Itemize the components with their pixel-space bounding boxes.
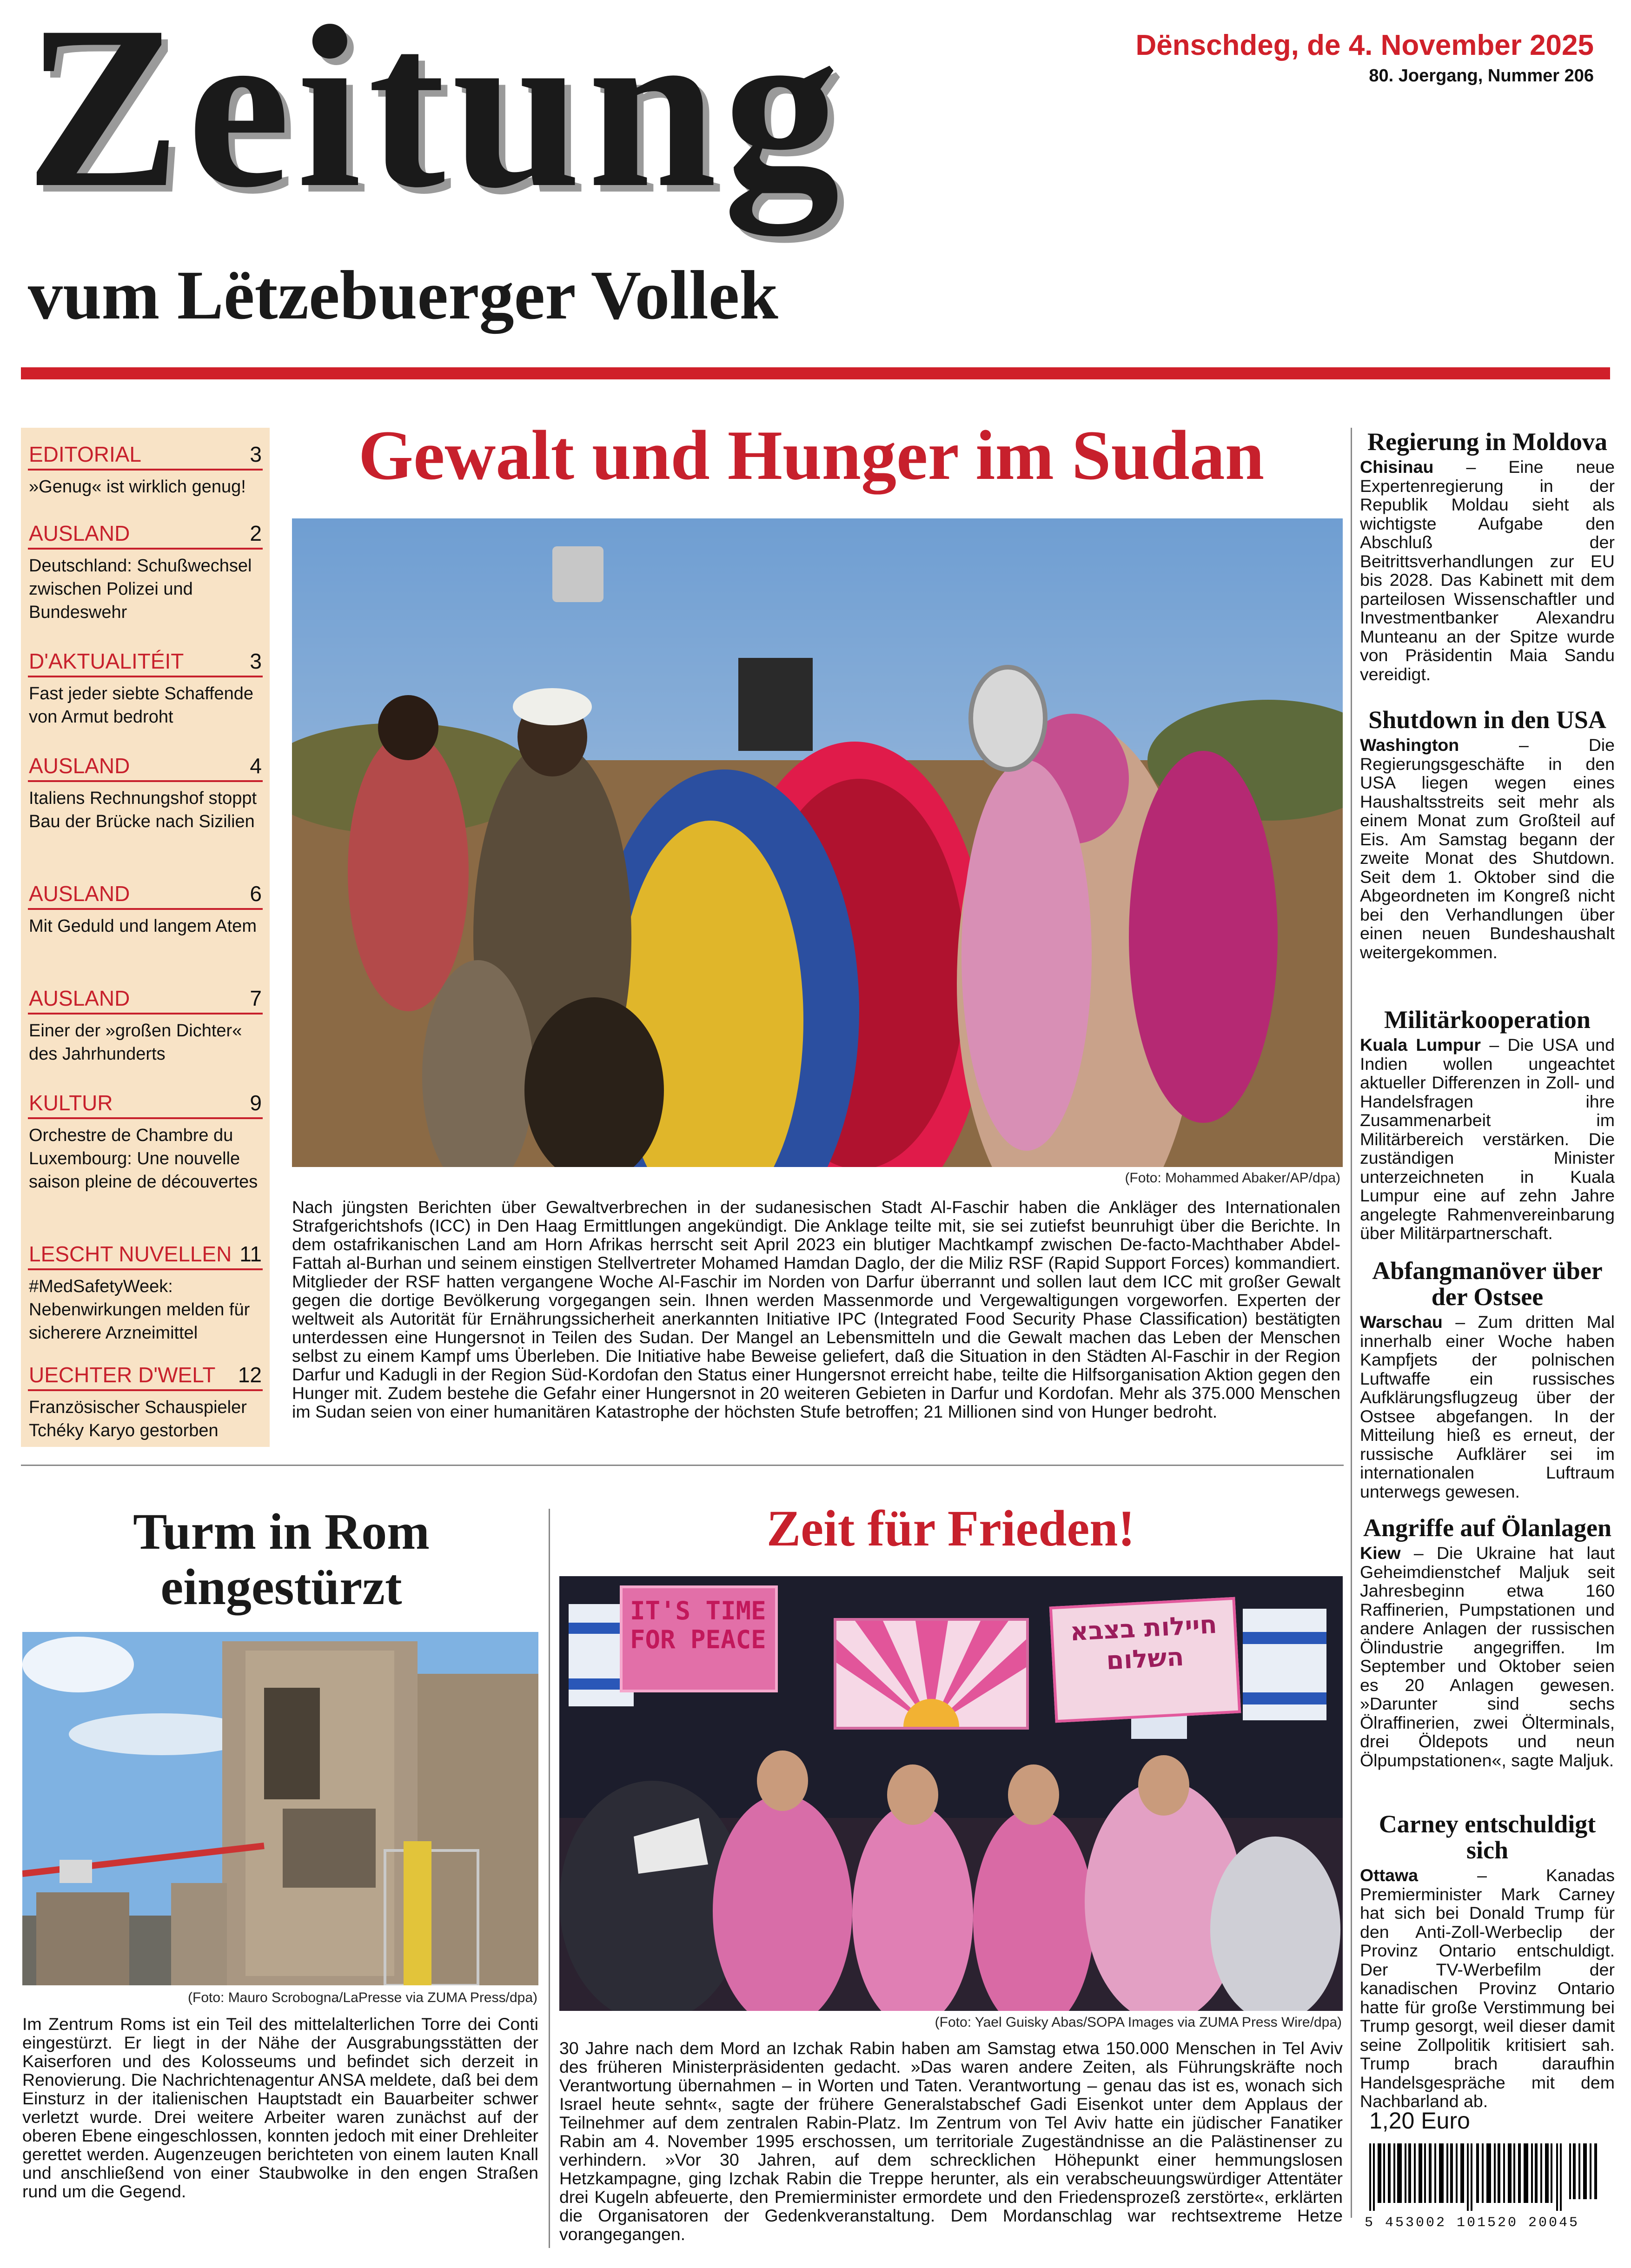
brief-body xyxy=(1360,1313,1615,1501)
peace-photo-caption: (Foto: Yael Guisky Abas/SOPA Images via ZUMA Press Wire/dpa) xyxy=(935,2015,1342,2030)
brief-dateline: Ottawa xyxy=(1360,1865,1419,1885)
index-teaser: Italiens Rechnungshof stoppt Bau der Brücke nach Sizilien xyxy=(29,789,257,831)
index-teaser: Mit Geduld und langem Atem xyxy=(29,916,257,936)
index-page: 7 xyxy=(250,986,262,1010)
index-item[interactable] xyxy=(21,1241,270,1345)
masthead-subtitle: vum Lëtzebuerger Vollek xyxy=(28,257,778,334)
barcode xyxy=(1365,2143,1606,2232)
index-page: 12 xyxy=(238,1363,262,1387)
barcode-digits: 5 453002 101520 20045 xyxy=(1365,2215,1580,2231)
index-section: UECHTER D'WELT xyxy=(29,1363,216,1387)
protest-sign-left xyxy=(620,1585,778,1692)
index-item[interactable] xyxy=(21,753,270,833)
index-section: KULTUR xyxy=(29,1091,113,1115)
index-section: AUSLAND xyxy=(29,754,130,778)
lead-body: Nach jüngsten Berichten über Gewaltverbrechen in der sudanesischen Stadt Al-Faschir haben die Ankläger des Internationalen Strafgerichtshofs (ICC) in Den Haag Ermittlungen angekündigt. Die Anklage teilte mit, sie sei zutiefst beunruhigt über die Berichte. In dem ostafrikanischen Land am Horn Afrikas herrscht seit April 2023 ein blutiger Machtkampf zwischen De-facto-Machthaber Abdel-Fattah al-Burhan und seinem einstigen Stellvertreter Mohamed Hamdan Daglo, der die Miliz RSF (Rapid Support Forces) kommandiert. Mitglieder der RSF hatten vergangene Woche Al-Faschir im Norden von Darfur überrannt und sollen laut dem ICC mit großer Gewalt gegen die dortige Bevölkerung vorgegangen sein. Ihnen werden Massenmorde und Vergewaltigungen vorgeworfen. Experten der weltweit als Autorität für Ernährungssicherheit anerkannten Initiative IPC (Integrated Food Security Phase Classification) bestätigten unterdessen eine Hungersnot in Teilen des Sudan. Der Mangel an Lebensmitteln und die Gewalt machen das Leben der Menschen selbst zu einem Kampf ums Überleben. Die Initiative habe Beweise geliefert, daß die Situation in den Städten Al-Faschir in der Region Darfur und Kadugli in der Region Süd-Kordofan den Status einer Hungersnot erreicht habe, teilte die Hilfsorganisation Aktion gegen den Hunger mit. Zudem bestehe die Gefahr einer Hungersnot in 20 weiteren Gebieten in Darfur und Kordofan. Mehr als 375.000 Menschen im Sudan seien von einer humanitären Katastrophe der höchsten Stufe betroffen; 21 Millionen sind von Hunger bedroht. xyxy=(292,1197,1340,1421)
index-item[interactable] xyxy=(21,986,270,1066)
brief-article[interactable] xyxy=(1360,1515,1615,1770)
brief-dateline: Washington xyxy=(1360,735,1459,755)
index-page: 3 xyxy=(250,442,262,466)
brief-article[interactable] xyxy=(1360,1258,1615,1501)
sign-left-text: IT'S TIME FOR PEACE xyxy=(630,1596,766,1654)
brief-dateline: Kiew xyxy=(1360,1543,1401,1563)
masthead-rule xyxy=(21,367,1610,379)
brief-article[interactable] xyxy=(1360,707,1615,962)
brief-text: – Die Ukraine hat laut Geheimdienstchef Maljuk seit Jahresbeginn etwa 160 Raffinerien, Pumpstationen und andere Anlagen der russischen Ölindustrie angegriffen. Im September und Oktober seien es 20 Anlagen gewesen. »Darunter sind sechs Ölraffinerien, zwei Ölterminals, drei Öldepots und neun Ölpumpstationen«, sagte Maljuk. xyxy=(1360,1543,1615,1770)
index-item[interactable] xyxy=(21,1362,270,1442)
index-item[interactable] xyxy=(21,521,270,624)
sign-right-text: חיילות בצבא השלום xyxy=(1069,1609,1218,1676)
brief-body xyxy=(1360,736,1615,962)
index-section: EDITORIAL xyxy=(29,442,141,466)
rome-photo-caption: (Foto: Mauro Scrobogna/LaPresse via ZUMA Press/dpa) xyxy=(188,1990,537,2005)
brief-text: – Die USA und Indien wollen ungeachtet aktueller Differenzen in Zoll- und Handelsfragen ihre Zusammenarbeit im Militärbereich verstärken. Die zuständigen Minister unterzeichneten in Kuala Lumpur eine auf zehn Jahre angelegte Rahmenvereinbarung über Militärpartnerschaft. xyxy=(1360,1035,1615,1243)
peace-photo xyxy=(559,1576,1343,2011)
index-box xyxy=(21,428,270,1447)
index-teaser: Fast jeder siebte Schaffende von Armut bedroht xyxy=(29,684,254,727)
index-page: 6 xyxy=(250,882,262,906)
index-teaser: »Genug« ist wirklich genug! xyxy=(29,477,246,497)
rome-headline: Turm in Rom eingestürzt xyxy=(133,1503,430,1615)
brief-text: – Kanadas Premierminister Mark Carney hat sich bei Donald Trump für den Anti-Zoll-Werbeclip der Provinz Ontario entschuldigt. Der TV-Werbefilm der kanadischen Provinz Ontario hatte für große Verstimmung bei Trump gesorgt, weil dieser damit seine Zollpolitik kritisiert sah. Trump brach daraufhin Handelsgespräche mit dem Nachbarland ab. xyxy=(1360,1865,1615,2111)
brief-body xyxy=(1360,1035,1615,1243)
index-item[interactable] xyxy=(21,442,270,498)
index-teaser: #MedSafetyWeek: Nebenwirkungen melden für sicherere Arzneimittel xyxy=(29,1277,250,1343)
brief-headline: Regierung in Moldova xyxy=(1367,428,1607,456)
brief-text: – Eine neue Expertenregierung in der Republik Moldau sieht als wichtigste Aufgabe den Abschluß der Beitrittsverhandlungen zur EU bis 2028. Das Kabinett mit dem parteilosen Wissenschaftler und Investmentbanker Alexandru Munteanu an der Spitze wurde von Präsidentin Maia Sandu vereidigt. xyxy=(1360,457,1615,684)
index-page: 3 xyxy=(250,649,262,673)
index-section: AUSLAND xyxy=(29,882,130,906)
brief-body xyxy=(1360,1866,1615,2111)
rome-photo xyxy=(22,1632,538,1985)
brief-article[interactable] xyxy=(1360,1811,1615,2111)
brief-text: – Zum dritten Mal innerhalb einer Woche haben Kampfjets der polnischen Luftwaffe ein russisches Aufklärungsflugzeug über der Ostsee abgefangen. In der Mitteilung hieß es erneut, der russische Aufklärer sei im internationalen Luftraum unterwegs gewesen. xyxy=(1360,1312,1615,1501)
lead-photo xyxy=(292,518,1343,1167)
masthead-title: Zeitung xyxy=(26,0,846,236)
index-section: AUSLAND xyxy=(29,521,130,545)
brief-dateline: Kuala Lumpur xyxy=(1360,1035,1481,1054)
peace-body: 30 Jahre nach dem Mord an Izchak Rabin haben am Samstag etwa 150.000 Menschen in Tel Aviv des früheren Ministerpräsidenten gedacht. »Das waren andere Zeiten, als Führungskräfte noch Verantwortung übernahmen – in Worten und Taten. Verantwortung – genau das ist es, wonach sich Israel heute sehnt«, sagte der frühere Generalstabschef Gadi Eisenkot unter dem Applaus der Teilnehmer auf dem zentralen Rabin-Platz. Im Zentrum von Tel Aviv hatte ein jüdischer Fanatiker Rabin am 4. November 1995 erschossen, um territoriale Zugeständnisse an die Palästinenser zu verhindern. »Vor 30 Jahren, auf dem schrecklichen Höhepunkt einer hemmungslosen Hetzkampagne, ging Izchak Rabin die Treppe herunter, als ein verabscheuungswürdiger Attentäter drei Kugeln abfeuerte, den Premierminister ermordete und den Friedensprozeß zerstörte«, erklärten die Organisatoren der Gedenkveranstaltung. Dem Mordanschlag war rechtsextreme Hetze vorangegangen. xyxy=(559,2038,1343,2244)
index-page: 2 xyxy=(250,521,262,545)
brief-headline: Abfangmanöver über der Ostsee xyxy=(1372,1257,1603,1311)
brief-article[interactable] xyxy=(1360,429,1615,683)
brief-dateline: Warschau xyxy=(1360,1312,1443,1332)
brief-dateline: Chisinau xyxy=(1360,457,1434,477)
issue-number: 80. Joergang, Nummer 206 xyxy=(1369,66,1594,86)
index-page: 9 xyxy=(250,1091,262,1115)
index-section: AUSLAND xyxy=(29,986,130,1010)
brief-headline: Militärkooperation xyxy=(1384,1006,1591,1034)
index-teaser: Einer der »großen Dichter« des Jahrhunderts xyxy=(29,1021,242,1064)
brief-headline: Carney entschuldigt sich xyxy=(1379,1810,1596,1864)
section-rule xyxy=(21,1465,1344,1466)
index-teaser: Orchestre de Chambre du Luxembourg: Une nouvelle saison pleine de découvertes xyxy=(29,1126,258,1192)
lead-headline: Gewalt und Hunger im Sudan xyxy=(358,416,1265,494)
column-rule xyxy=(1351,428,1352,2218)
index-item[interactable] xyxy=(21,649,270,729)
issue-date: Dënschdeg, de 4. November 2025 xyxy=(1135,29,1594,61)
lead-photo-caption: (Foto: Mohammed Abaker/AP/dpa) xyxy=(1125,1170,1340,1186)
brief-headline: Angriffe auf Ölanlagen xyxy=(1363,1514,1611,1542)
brief-body xyxy=(1360,458,1615,683)
index-page: 4 xyxy=(250,754,262,778)
rome-body: Im Zentrum Roms ist ein Teil des mittelalterlichen Torre dei Conti eingestürzt. Er liegt in der Nähe der Ausgrabungsstätten der Kaiserforen und des Kolosseums und befindet sich derzeit in Renovierung. Die Nachrichtenagentur ANSA meldete, daß bei dem Einsturz in der italienischen Hauptstadt ein Bauarbeiter schwer verletzt wurde. Drei weitere Arbeiter waren zunächst auf der oberen Ebene eingeschlossen, konnten jedoch mit einer Drehleiter gerettet werden. Augenzeugen berichteten von einem lauten Knall und anschließend von einer Staubwolke in den engen Straßen rund um die Gegend. xyxy=(22,2014,538,2201)
index-page: 11 xyxy=(239,1242,262,1266)
index-item[interactable] xyxy=(21,1090,270,1194)
brief-article[interactable] xyxy=(1360,1007,1615,1243)
brief-headline: Shutdown in den USA xyxy=(1368,706,1606,734)
brief-text: – Die Regierungsgeschäfte in den USA liegen wegen eines Haushaltsstreits seit mehr als einem Monat zum Großteil auf Eis. Am Samstag begann der zweite Monat des Shutdown. Seit dem 1. Oktober sind die Abgeordneten im Kongreß nicht bei den Verhandlungen über einen neuen Bundeshaushalt weitergekommen. xyxy=(1360,735,1615,962)
protest-sign-sunburst xyxy=(834,1618,1029,1730)
index-section: LESCHT NUVELLEN xyxy=(29,1242,232,1266)
peace-headline: Zeit für Frieden! xyxy=(766,1500,1135,1557)
brief-body xyxy=(1360,1544,1615,1770)
index-teaser: Deutschland: Schußwechsel zwischen Polizei und Bundeswehr xyxy=(29,556,252,622)
protest-sign-right xyxy=(1049,1597,1241,1723)
column-rule xyxy=(549,1509,550,2248)
price: 1,20 Euro xyxy=(1369,2108,1470,2134)
index-teaser: Französischer Schauspieler Tchéky Karyo gestorben xyxy=(29,1398,247,1440)
index-section: D'AKTUALITÉIT xyxy=(29,649,184,673)
index-item[interactable] xyxy=(21,881,270,938)
